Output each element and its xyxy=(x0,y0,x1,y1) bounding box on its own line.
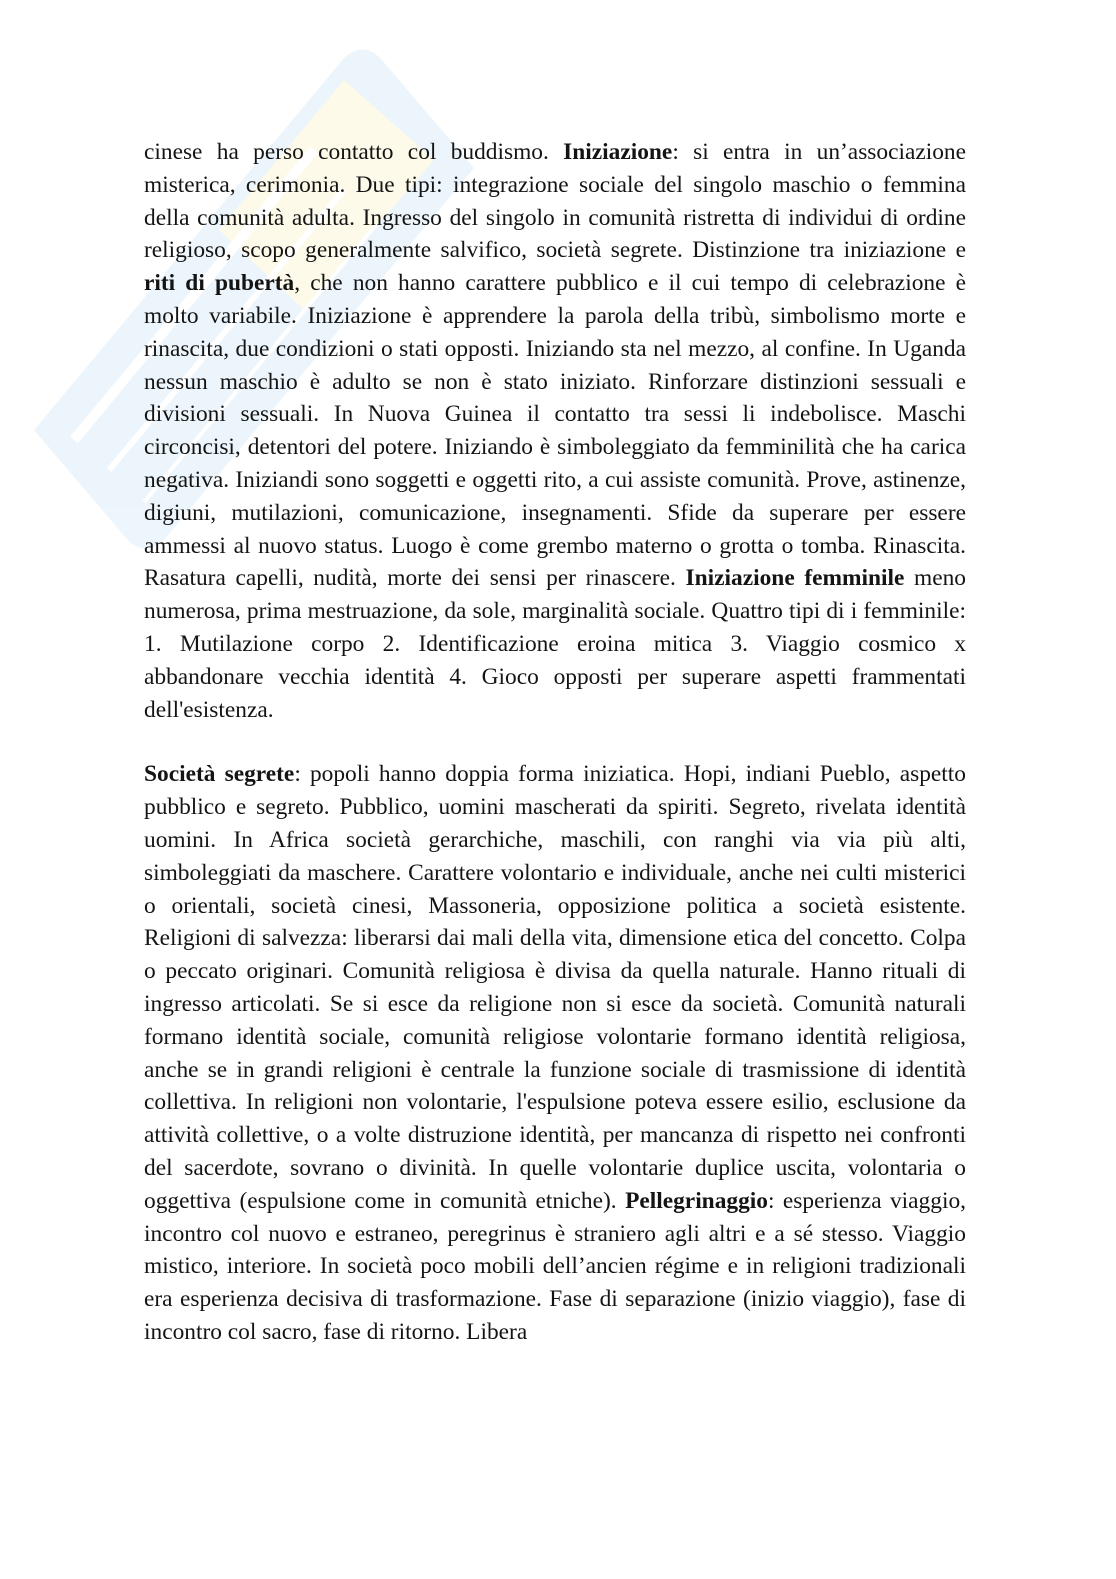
bold-term: Società segrete xyxy=(144,761,295,788)
bold-term: riti di pubertà xyxy=(144,270,295,297)
text-run: : esperienza viaggio, incontro col nuovo e estraneo, peregrinus è straniero agli altri e a sé stesso. Viaggio mistico, interiore. In società poco mobili dell’ancien régime e in religioni tradizionali era esperienza decisiva di trasformazione. Fase di separazione (inizio viaggio), fase di incontro col sacro, fase di ritorno. Libera xyxy=(144,1187,966,1345)
text-run: : si entra in un’associazione misterica, cerimonia. Due tipi: integrazione sociale del singolo maschio o femmina della comunità adulta. Ingresso del singolo in comunità ristretta di individui di ordine religioso, scopo generalmente salvifico, società segrete. Distinzione tra iniziazione e xyxy=(144,139,967,264)
bold-term: Iniziazione femminile xyxy=(685,565,905,592)
bold-term: Iniziazione xyxy=(563,139,673,165)
document-body xyxy=(144,136,966,1349)
text-run: cinese ha perso contatto col buddismo. xyxy=(144,139,564,165)
text-run: meno numerosa, prima mestruazione, da sole, marginalità sociale. Quattro tipi di i femminile: 1. Mutilazione corpo 2. Identificazione eroina mitica 3. Viaggio cosmico x abbandonare vecchia identità 4. Gioco opposti per superare aspetti frammentati dell'esistenza. xyxy=(144,565,966,723)
text-run: , che non hanno carattere pubblico e il cui tempo di celebrazione è molto variabile. Iniziazione è apprendere la parola della tribù, simbolismo morte e rinascita, due condizioni o stati opposti. Iniziando sta nel mezzo, al confine. In Uganda nessun maschio è adulto se non è stato iniziato. Rinforzare distinzioni sessuali e divisioni sessuali. In Nuova Guinea il contatto tra sessi li indebolisce. Maschi circoncisi, detentori del potere. Iniziando è simboleggiato da femminilità che ha carica negativa. Iniziandi sono soggetti e oggetti rito, a cui assiste comunità. Prove, astinenze, digiuni, mutilazioni, comunicazione, insegnamenti. Sfide da superare per essere ammessi al nuovo status. Luogo è come grembo materno o grotta o tomba. Rinascita. Rasatura capelli, nudità, morte dei sensi per rinascere. xyxy=(144,270,966,592)
bold-term: Pellegrinaggio xyxy=(625,1187,768,1214)
paragraph-iniziazione xyxy=(144,136,966,726)
text-run: : popoli hanno doppia forma iniziatica. Hopi, indiani Pueblo, aspetto pubblico e segreto. Pubblico, uomini mascherati da spiriti. Segreto, rivelata identità uomini. In Africa società gerarchiche, maschili, con ranghi via via più alti, simboleggiati da maschere. Carattere volontario e individuale, anche nei culti misterici o orientali, società cinesi, Massoneria, opposizione politica a società esistente. Religioni di salvezza: liberarsi dai mali della vita, dimensione etica del concetto. Colpa o peccato originari. Comunità religiosa è divisa da quella naturale. Hanno rituali di ingresso articolati. Se si esce da religione non si esce da società. Comunità naturali formano identità sociale, comunità religiose volontarie formano identità religiosa, anche se in grandi religioni è centrale la funzione sociale di trasmissione di identità collettiva. In religioni non volontarie, l'espulsione poteva essere esilio, esclusione da attività collettive, o a volte distruzione identità, per mancanza di rispetto nei confronti del sacerdote, sovrano o divinità. In quelle volontarie duplice uscita, volontaria o oggettiva (espulsione come in comunità etniche). xyxy=(144,761,966,1214)
paragraph-societa-segrete xyxy=(144,758,966,1348)
